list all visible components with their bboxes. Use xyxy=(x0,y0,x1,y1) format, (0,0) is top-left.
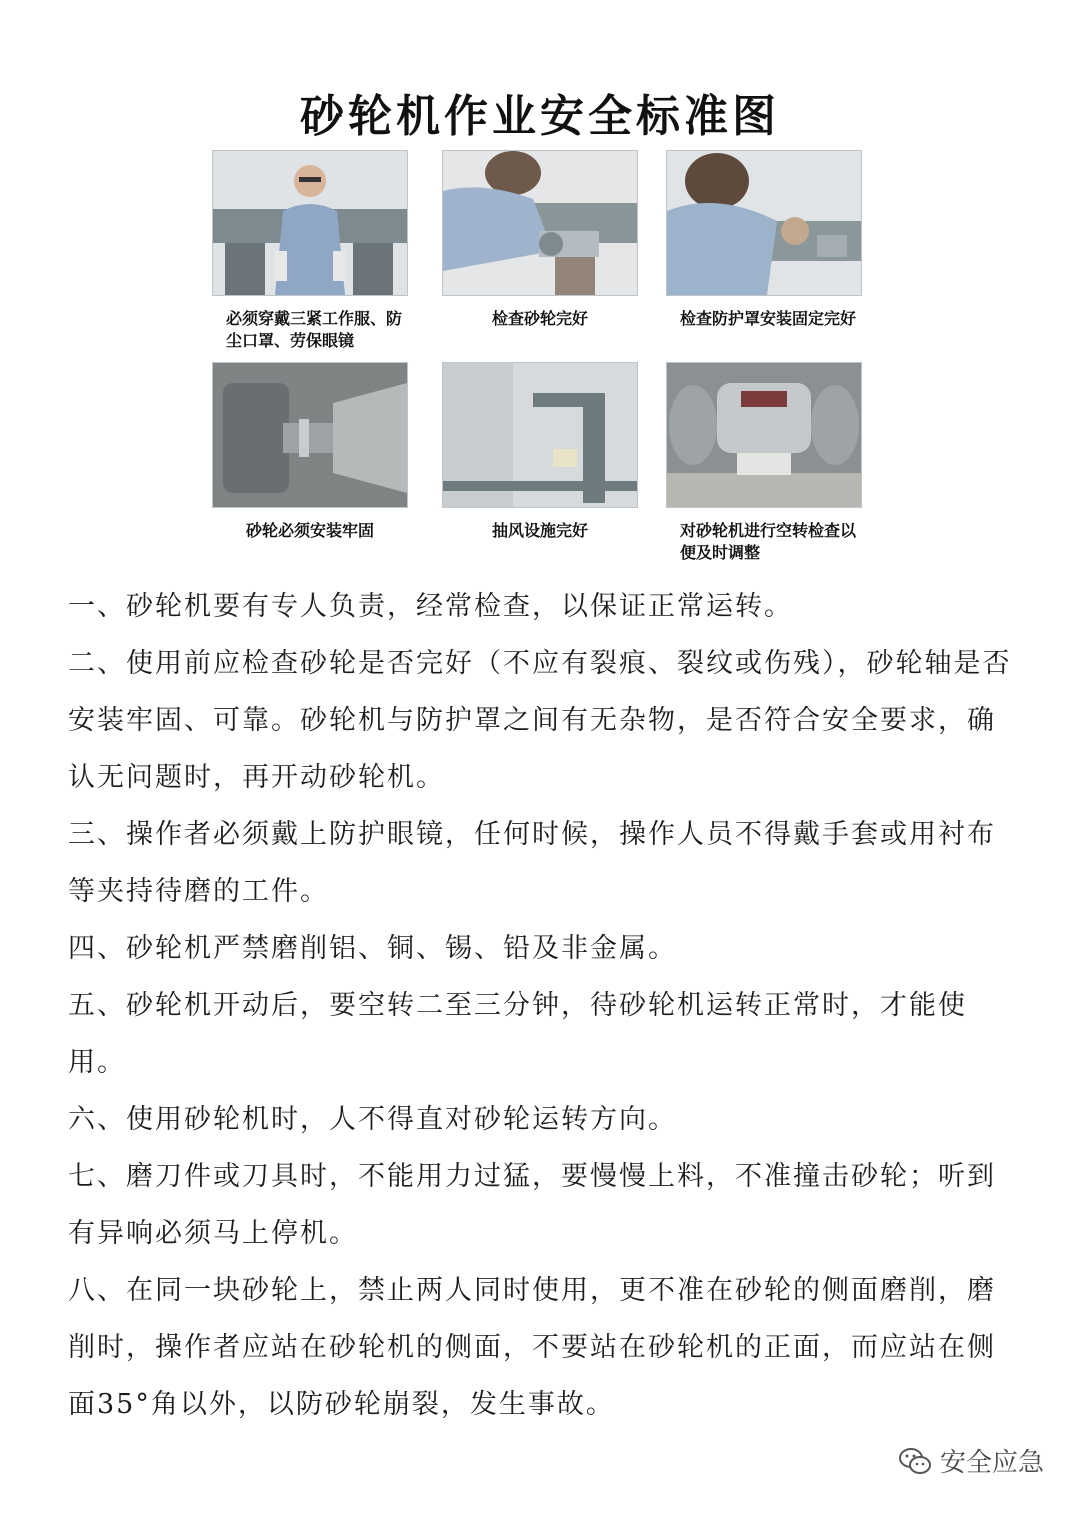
photo-card xyxy=(212,150,408,352)
page-title: 砂轮机作业安全标准图 xyxy=(300,91,780,142)
photo-card xyxy=(212,362,408,542)
photo-caption: 必须穿戴三紧工作服、防尘口罩、劳保眼镜 xyxy=(226,309,403,350)
rules-list xyxy=(68,578,1018,1433)
worker-standing-icon xyxy=(212,150,408,296)
grinder-machine-icon xyxy=(666,362,862,508)
photo-card xyxy=(442,150,638,330)
rule-item: 八、在同一块砂轮上，禁止两人同时使用，更不准在砂轮的侧面磨削，磨削时，操作者应站在砂轮机的侧面，不要站在砂轮机的正面，而应站在侧面35°角以外，以防砂轮崩裂，发生事故。 xyxy=(68,1275,996,1420)
photo-caption: 检查砂轮完好 xyxy=(491,309,588,328)
rule-item: 三、操作者必须戴上防护眼镜，任何时候，操作人员不得戴手套或用衬布等夹持待磨的工件。 xyxy=(68,819,996,907)
photo-grid xyxy=(212,150,872,570)
inspect-wheel-icon xyxy=(442,150,638,296)
photo-card xyxy=(442,362,638,542)
wechat-icon xyxy=(898,1446,932,1476)
rule-item: 七、磨刀件或刀具时，不能用力过猛，要慢慢上料，不准撞击砂轮；听到有异响必须马上停机。 xyxy=(68,1161,996,1249)
photo-caption: 抽风设施完好 xyxy=(491,521,588,540)
watermark xyxy=(898,1442,1044,1479)
inspect-guard-icon xyxy=(666,150,862,296)
photo-caption: 对砂轮机进行空转检查以便及时调整 xyxy=(680,521,857,562)
rule-item: 四、砂轮机严禁磨削铝、铜、锡、铅及非金属。 xyxy=(68,933,677,964)
rule-item: 二、使用前应检查砂轮是否完好（不应有裂痕、裂纹或伤残），砂轮轴是否安装牢固、可靠。砂轮机与防护罩之间有无杂物，是否符合安全要求，确认无问题时，再开动砂轮机。 xyxy=(68,648,1012,793)
photo-card xyxy=(666,150,862,330)
photo-caption: 砂轮必须安装牢固 xyxy=(245,521,374,540)
photo-card xyxy=(666,362,862,564)
watermark-text: 安全应急 xyxy=(939,1448,1044,1478)
photo-caption: 检查防护罩安装固定完好 xyxy=(680,309,857,328)
rule-item: 六、使用砂轮机时，人不得直对砂轮运转方向。 xyxy=(68,1104,677,1135)
rule-item: 一、砂轮机要有专人负责，经常检查，以保证正常运转。 xyxy=(68,591,793,622)
exhaust-duct-icon xyxy=(442,362,638,508)
wheel-closeup-icon xyxy=(212,362,408,508)
rule-item: 五、砂轮机开动后，要空转二至三分钟，待砂轮机运转正常时，才能使用。 xyxy=(68,990,967,1078)
